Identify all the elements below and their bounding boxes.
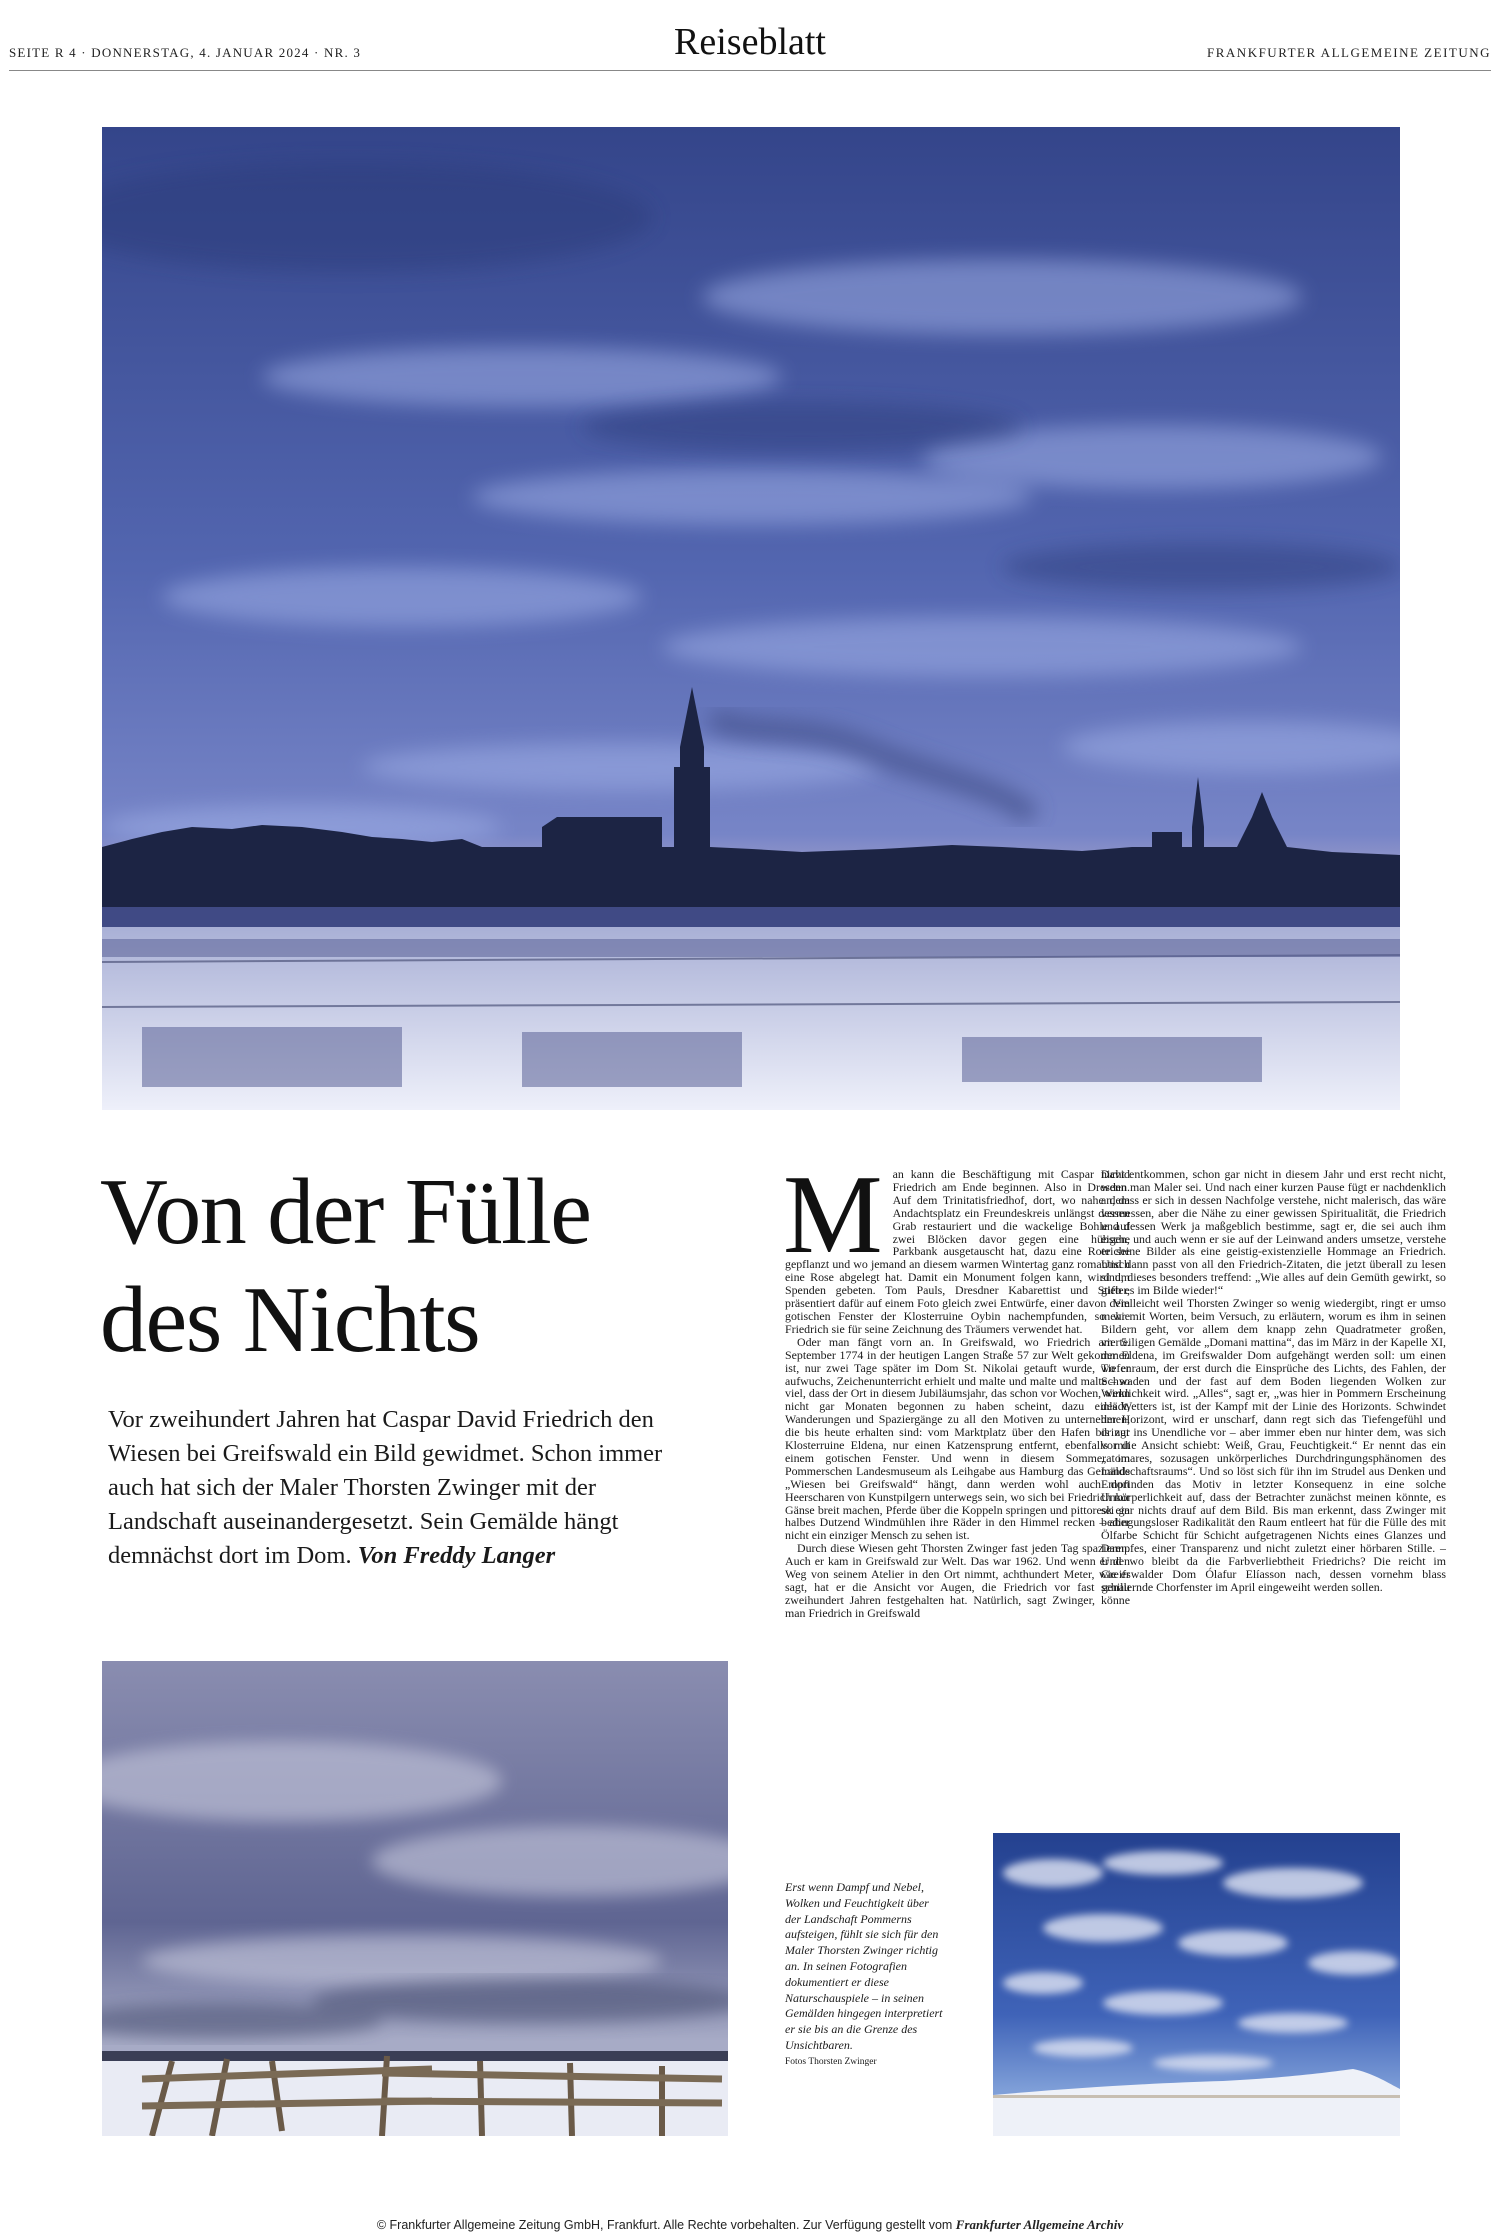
lead-paragraph: [108, 1403, 708, 1573]
byline: Von Freddy Langer: [357, 1542, 556, 1569]
paragraph: nicht entkommen, schon gar nicht in diesem Jahr und erst recht nicht, wenn man Maler sei. Und nach einer kurzen Pause fügt er nachdenklich an, dass er sich in dessen Nachfolge verstehe, nicht malerisch, das wäre vermessen, aber die Nähe zu einer gewissen Spiritualität, die Friedrich und dessen Werk ja maßgeblich bestimme, sagt er, die sei auch ihm eigen, und auch wenn er sie auf der Leinwand anders umsetze, verstehe er seine Bilder als eine geistig-existenzielle Hommage an Friedrich. Und dann passt von all den Friedrich-Zitaten, die jetzt überall zu lesen sind, dieses besonders treffend: „Wie alles auf dein Gemüth gewirkt, so gieb es im Bilde wieder!“: [1101, 1167, 1446, 1298]
headline-line-2: des Nichts: [100, 1268, 480, 1372]
header-rule: [9, 70, 1491, 71]
page-footer: [0, 2217, 1500, 2233]
drop-cap: M: [783, 1153, 883, 1277]
paragraph: Vielleicht weil Thorsten Zwinger so wenig wiedergibt, ringt er umso mehr mit Worten, beim Versuch, zu erläutern, worum es ihm in seinen Bildern geht, vor allem dem knapp zehn Quadratmeter großen, vierteiligen Gemälde „Domani mattina“, das im März in der Kapelle XI, der Eldena, im Greifswalder Dom aufgehängt werden soll: um einen Tiefenraum, der erst durch die Einsprüche des Lichts, des Fahlen, der Schwaden und der fast auf dem Boden liegenden Wolken zur Wirklichkeit wird. „Alles“, sagt er, „was hier in Pommern Erscheinung des Wetters ist, ist der Kampf mit der Linie des Horizonts. Schwindet der Horizont, wird er unscharf, dann regt sich das Tiefengefühl und dringt ins Unendliche vor – aber immer eben nur hinter dem, was sich vor die Ansicht schiebt: Weiß, Grau, Feuchtigkeit.“ Er nennt das ein „atomares, sozusagen unkörperliches Durchdringungsphänomen des Landschaftsraums“. Und so löst sich für ihn im Strudel aus Denken und Empfinden das Motiv in letzter Konsequenz in eine solche Unkörperlichkeit auf, dass der Betrachter zunächst meinen könnte, es sei gar nichts drauf auf dem Bild. Bis man erkennt, dass Zwinger mit bedingungsloser Radikalität den Raum entleert hat für die Fülle des mit Ölfarbe Schicht für Schicht aufgetragenen Nichts eines Glanzes und Dampfes, einer Transparenz und nicht zuletzt einer hörbaren Stille. – Und wo bleibt da die Farbverliebtheit Friedrichs? Die reicht im Greifswalder Dom Ólafur Elíasson nach, dessen vornehm blass schillernde Chorfenster im April eingeweiht werden sollen.: [1101, 1296, 1446, 1594]
section-title: Reiseblatt: [674, 21, 826, 63]
paragraph: Oder man fängt vorn an. In Greifswald, wo Friedrich am 5. September 1774 in der heutigen Langen Straße 57 zur Welt gekommen ist, nur zwei Tage später im Dom St. Nikolai getauft wurde, wo er aufwuchs, Zeichenunterricht erhielt und malte und malte und malte – so viel, dass der Ort in diesem Jubiläumsjahr, das schon vor Wochen, wenn nicht gar Monaten begonnen zu haben scheint, dazu einlädt, Wanderungen und Spaziergänge zu all den Motiven zu unternehmen, die bis heute erhalten sind: vom Marktplatz über den Hafen bis zur Klosterruine Eldena, nur einen Katzensprung entfernt, ebenfalls mit einem gotischen Fenster. Und wenn in diesem Sommer im Pommerschen Landesmuseum als Leihgabe aus Hamburg das Gemälde „Wiesen bei Greifswald“ hängt, dann werden wohl auch dort Heerscharen von Kunstpilgern unterwegs sein, wo sich bei Friedrich nur Gänse breit machen, Pferde über die Koppeln springen und pittoresk ein halbes Dutzend Windmühlen ihre Räder in den Himmel recken – aber nicht ein einziger Mensch zu sehen ist.: [785, 1334, 1130, 1543]
page-info: SEITE R 4 · DONNERSTAG, 4. JANUAR 2024 · NR. 3: [9, 45, 362, 60]
page-header: [0, 0, 1500, 72]
photo-credit: Fotos Thorsten Zwinger: [785, 2056, 877, 2067]
caption-text: Erst wenn Dampf und Nebel, Wolken und Feuchtigkeit über der Landschaft Pommerns aufsteigen, fühlt sie sich für den Maler Thorsten Zwinger richtig an. In seinen Fotografien dokumentiert er diese Naturschauspiele – in seinen Gemälden hingegen interpretiert er sie bis an die Grenze des Unsichtbaren.: [785, 1880, 943, 2052]
lead-text: Vor zweihundert Jahren hat Caspar David Friedrich den Wiesen bei Greifswald ein Bild gewidmet. Schon immer auch hat sich der Maler Thorsten Zwinger mit der Landschaft auseinandergesetzt. Sein Gemälde hängt demnächst dort im Dom.: [108, 1406, 663, 1569]
archive-logo: Frankfurter Allgemeine Archiv: [955, 2217, 1124, 2232]
headline: [100, 1158, 720, 1374]
paragraph: an kann die Beschäftigung mit Caspar David Friedrich am Ende beginnen. Also in Dresden. Auf dem Trinitatisfriedhof, dort, wo nahe dem Andachtsplatz ein Freundeskreis unlängst dessen Grab restauriert und die wackelige Bohle auf zwei Blöcken davor gegen eine hübsche Parkbank ausgetauscht hat, dazu eine Roteiche gepflanzt und wo jemand an diesem warmen Wintertag ganz romantisch eine Rose abgelegt hat. Damit ein Monument folgen kann, wird um Spenden gebeten. Tom Pauls, Dresdner Kabarettist und Stifter, präsentiert dafür auf einem Foto gleich zwei Entwürfe, einer davon dem gotischen Fenster der Klosterruine Oybin nachempfunden, so wie Friedrich sie für seine Zeichnung des Träumers verwendet hat.: [785, 1167, 1130, 1336]
paragraph: Durch diese Wiesen geht Thorsten Zwinger fast jeden Tag spazieren. Auch er kam in Greifswald zur Welt. Das war 1962. Und wenn er den Weg von seinem Atelier in den Ort nimmt, achthundert Meter, wie er sagt, hat er die Ansicht vor Augen, die Friedrich vor fast genau zweihundert Jahren festgehalten hat. Natürlich, sagt Zwinger, könne man Friedrich in Greifswald: [785, 1541, 1130, 1620]
article-column-1: [783, 1153, 1130, 1620]
newspaper-name: FRANKFURTER ALLGEMEINE ZEITUNG: [1207, 45, 1491, 60]
photo-caption: [785, 1880, 945, 2069]
photo-fence: [102, 1661, 728, 2136]
article-column-2: [1101, 1168, 1446, 1594]
copyright-text: © Frankfurter Allgemeine Zeitung GmbH, Frankfurt. Alle Rechte vorbehalten. Zur Verfügung gestellt vom: [376, 2218, 953, 2232]
headline-line-1: Von der Fülle: [100, 1160, 591, 1264]
photo-clouds: [993, 1833, 1400, 2136]
hero-photo: [102, 127, 1400, 1110]
